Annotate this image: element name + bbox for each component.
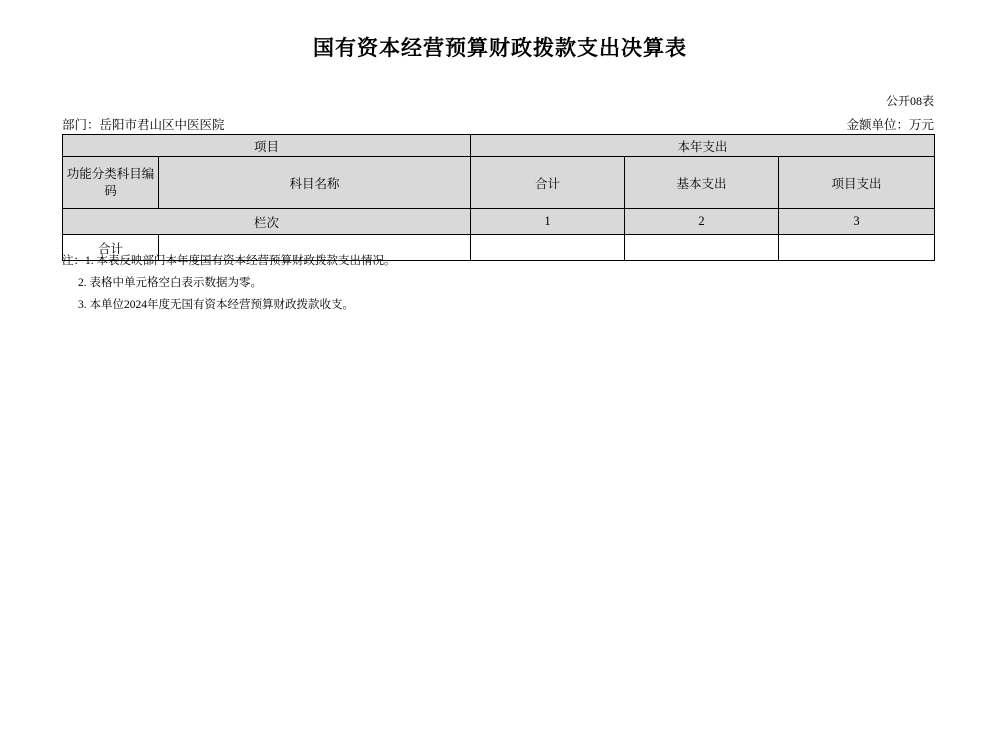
- header-function-code: 功能分类科目编码: [63, 157, 159, 209]
- column-number-1: 1: [471, 209, 625, 235]
- note-line-2: 2. 表格中单元格空白表示数据为零。: [78, 276, 262, 289]
- header-project-expenditure: 项目支出: [779, 157, 935, 209]
- note-line-3: 3. 本单位2024年度无国有资本经营预算财政拨款收支。: [78, 298, 354, 311]
- table-header-group-row: [63, 135, 935, 157]
- cell-total: [471, 235, 625, 261]
- form-code-label: 公开08表: [885, 94, 934, 108]
- header-current-year-group: 本年支出: [471, 135, 935, 157]
- table-notes: [62, 251, 396, 317]
- cell-project-expenditure: [779, 235, 935, 261]
- budget-expenditure-table: [62, 134, 935, 261]
- table-header-row: [63, 157, 935, 209]
- note-line-1: 注：1. 本表反映部门本年度国有资本经营预算财政拨款支出情况。: [62, 255, 396, 267]
- page-title: 国有资本经营预算财政拨款支出决算表: [313, 36, 687, 60]
- amount-unit-label: 金额单位：万元: [846, 118, 934, 132]
- meta-row: [62, 115, 934, 133]
- column-number-3: 3: [779, 209, 935, 235]
- column-number-label: 栏次: [63, 209, 471, 235]
- header-project-group: 项目: [63, 135, 471, 157]
- header-total: 合计: [471, 157, 625, 209]
- document-page: [0, 32, 1000, 738]
- header-subject-name: 科目名称: [159, 157, 471, 209]
- cell-basic-expenditure: [625, 235, 779, 261]
- department-label: 部门：岳阳市君山区中医医院: [62, 118, 225, 132]
- table-column-number-row: [63, 209, 935, 235]
- header-basic-expenditure: 基本支出: [625, 157, 779, 209]
- cell-function-code: 合计: [63, 235, 159, 261]
- column-number-2: 2: [625, 209, 779, 235]
